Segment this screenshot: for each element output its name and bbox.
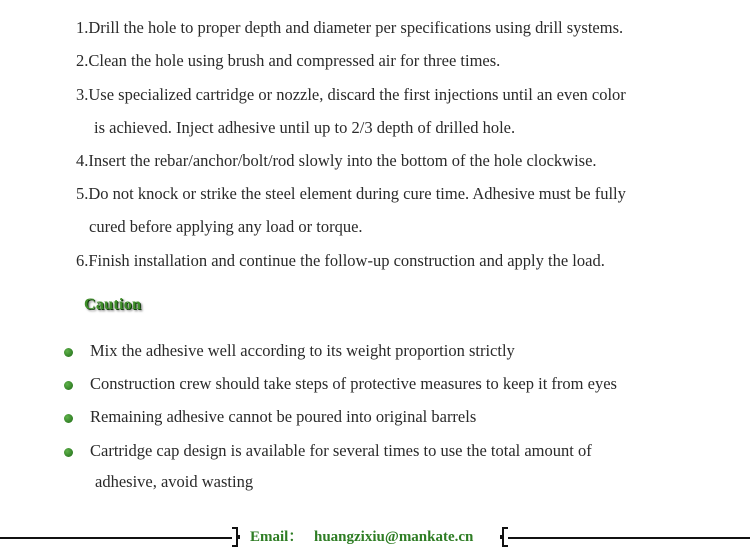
bracket-left-icon [232, 527, 238, 547]
step-5-continued: cured before applying any load or torque. [89, 217, 363, 236]
caution-item-2: Construction crew should take steps of protective measures to keep it from eyes [90, 374, 617, 393]
step-2: 2.Clean the hole using brush and compressed air for three times. [76, 51, 501, 70]
email-address: huangzixiu@mankate.cn [314, 529, 474, 545]
footer-divider-left [0, 537, 232, 539]
bullet-icon [64, 414, 73, 423]
bullet-icon [64, 381, 73, 390]
caution-item-1: Mix the adhesive well according to its weight proportion strictly [90, 341, 515, 360]
caution-item-4: Cartridge cap design is available for several times to use the total amount of [90, 441, 592, 460]
bullet-icon [64, 448, 73, 457]
step-5: 5.Do not knock or strike the steel element during cure time. Adhesive must be fully [76, 184, 626, 203]
footer-divider-right [508, 537, 750, 539]
step-6: 6.Finish installation and continue the follow-up construction and apply the load. [76, 251, 605, 270]
step-3: 3.Use specialized cartridge or nozzle, discard the first injections until an even color [76, 85, 626, 104]
step-3-continued: is achieved. Inject adhesive until up to 2/3 depth of drilled hole. [94, 118, 516, 137]
email-label: Email： [250, 529, 304, 545]
caution-heading: Caution [84, 296, 142, 313]
step-1: 1.Drill the hole to proper depth and diameter per specifications using drill systems. [76, 18, 624, 37]
caution-item-3: Remaining adhesive cannot be poured into original barrels [90, 407, 477, 426]
caution-item-4-continued: adhesive, avoid wasting [95, 472, 254, 491]
bullet-icon [64, 348, 73, 357]
step-4: 4.Insert the rebar/anchor/bolt/rod slowly into the bottom of the hole clockwise. [76, 151, 597, 170]
